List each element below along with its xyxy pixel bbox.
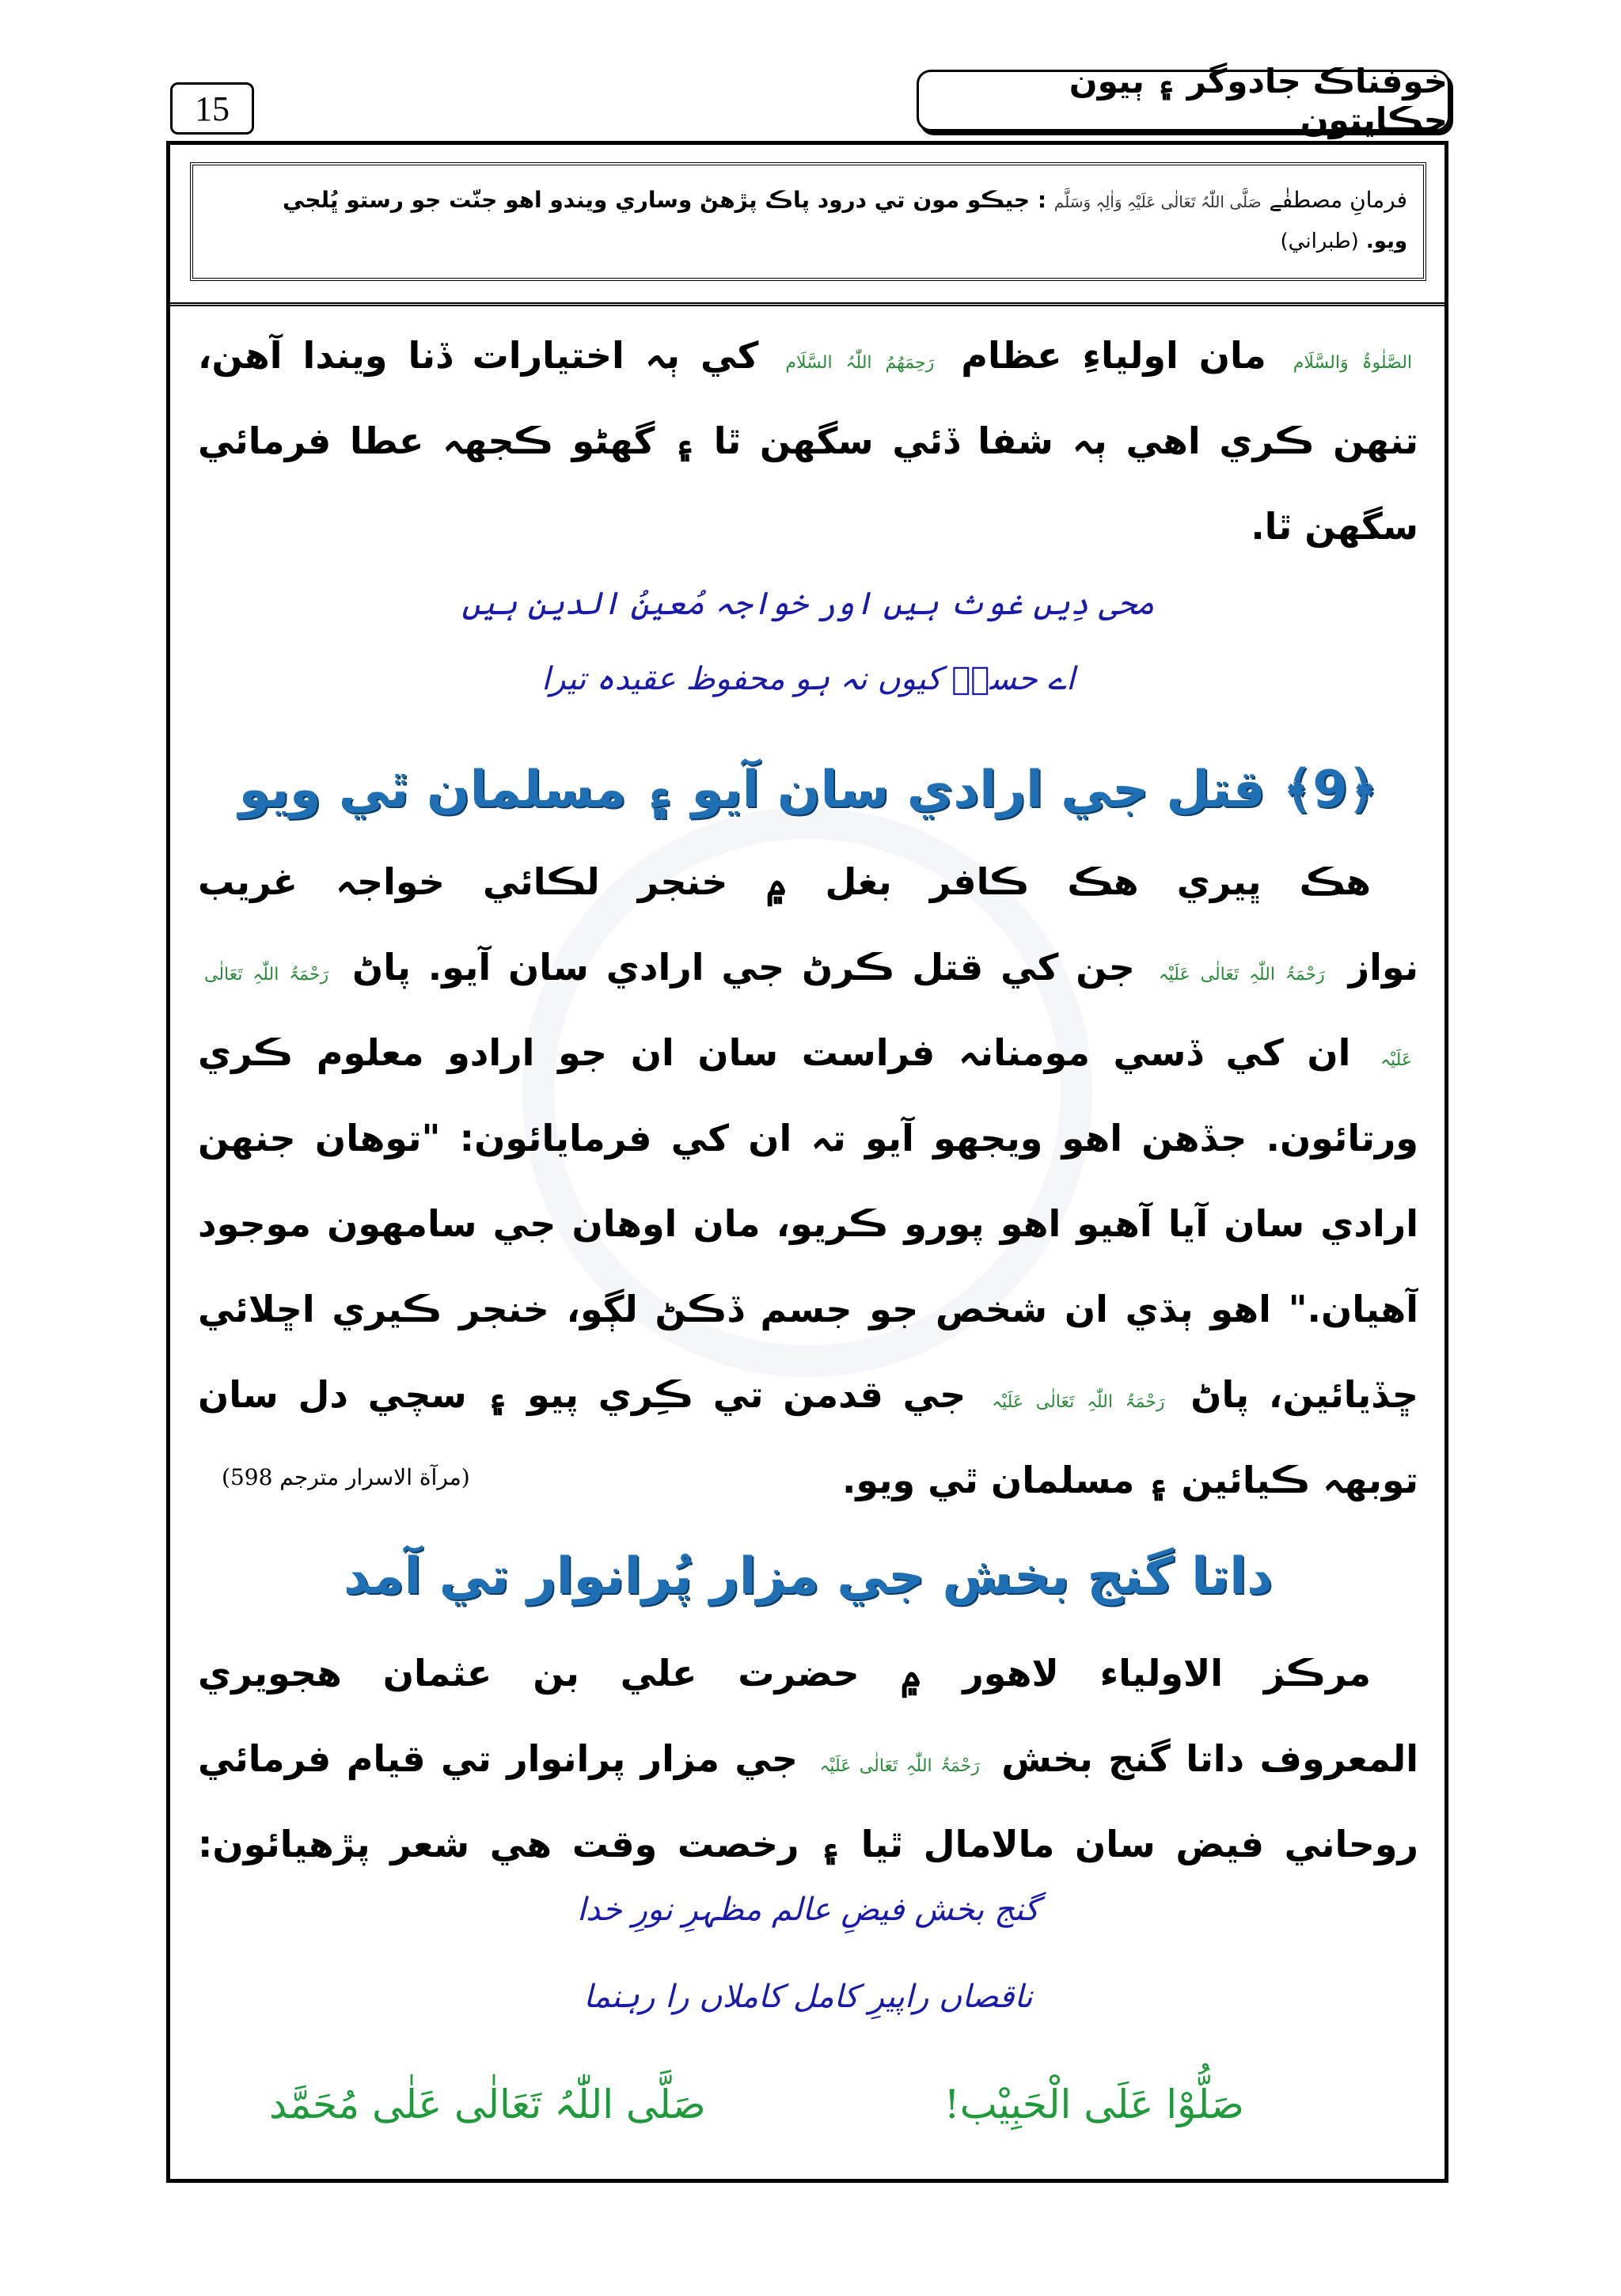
story-1-paragraph xyxy=(198,839,1418,1523)
story-text: ان کي ڏسي مومنانہ فراست سان ان جو ارادو معلوم ڪري xyxy=(198,1031,1351,1074)
honorific: رَحْمَۃُ اللّٰہِ تَعَالٰی عَلَیْہ xyxy=(819,1756,980,1776)
story-1-line: ارادي سان آيا آهيو اهو پورو ڪريو، مان اوهان جي سامهون موجود xyxy=(198,1202,1418,1245)
page-number xyxy=(170,82,254,135)
intro-text: کي ٻہ اختيارات ڏنا ويندا آهن، xyxy=(198,334,759,377)
hadith-lead: فرمانِ مصطفٰے xyxy=(1269,187,1407,213)
intro-text: مان اولياءِ عظام xyxy=(961,334,1266,377)
hadith-text-2: ويو. xyxy=(1365,230,1407,253)
poem-1-line-2: اے حسنؔ کیوں نہ ہو محفوظ عقیدہ تیرا xyxy=(541,661,1075,697)
story-text: ڇڏيائين، پاڻ xyxy=(1190,1373,1418,1416)
story-1-line: ورتائون. جڏهن اهو ويجهو آيو تہ ان کي فرمايائون: "توهان جنهن xyxy=(198,1117,1418,1159)
intro-line-2: تنهن ڪري اهي ٻہ شفا ڏئي سگهن ٿا ۽ گهڻو ڪجهہ عطا فرمائي xyxy=(198,419,1418,462)
honorific: رَحْمَۃُ اللّٰہِ تَعَالٰی عَلَیْہ xyxy=(992,1392,1165,1412)
story-2-line: مرڪز الاولياء لاهور ۾ حضرت علي بن عثمان هجويري xyxy=(198,1652,1371,1694)
story-text: جي مزار پرانوار تي قيام فرمائي xyxy=(198,1737,799,1780)
poem-2-line-2: ناقصاں راپیرِ کامل کاملاں را رہنما xyxy=(583,1979,1033,2015)
story-2-line xyxy=(198,1716,1418,1801)
hadith-source: (طبراني) xyxy=(1280,230,1359,253)
story-text: جي قدمن تي ڪِري پيو ۽ سچي دل سان xyxy=(198,1373,966,1416)
intro-paragraph xyxy=(198,313,1418,569)
story-text: نواز xyxy=(1348,946,1418,989)
section-heading-2: داتا گنج بخش جي مزار پُرانوار تي آمد xyxy=(343,1547,1274,1606)
story-text: جن کي قتل ڪرڻ جي ارادي سان آيو. پاڻ xyxy=(352,946,1135,989)
story-1-line xyxy=(198,1010,1418,1095)
section-heading-1 xyxy=(198,760,1418,819)
story-text: المعروف داتا گنج بخش xyxy=(1001,1737,1418,1780)
honorific: رَحْمَۃُ اللّٰہِ تَعَالٰی xyxy=(204,965,329,985)
honorific: عَلَیْہ xyxy=(1380,1050,1413,1070)
intro-line-3: سگهن ٿا. xyxy=(1251,505,1418,548)
hadith-salawat: صَلَّی اللّٰہُ تَعَالٰی عَلَیْہِ وَاٰلِہٖ وَسَلَّم xyxy=(1053,192,1262,211)
salawat-footer xyxy=(198,2082,1418,2153)
intro-line-1 xyxy=(198,313,1418,398)
heading-number: ﴿9﴾ xyxy=(1282,761,1378,819)
story-1-line: توبهہ ڪيائين ۽ مسلمان ٿي ويو. xyxy=(841,1459,1418,1501)
story-1-line: آهيان." اهو ٻڌي ان شخص جو جسم ڏڪڻ لڳو، خنجر ڪيري اڇلائي xyxy=(198,1288,1418,1330)
book-title-text: خوفناڪ جادوگر ۽ ٻيون حڪايتون xyxy=(1069,62,1448,139)
hadith-text: : جيڪو مون تي درود پاڪ پڙهڻ وساري ويندو اهو جنّت جو رستو ڀُلجي xyxy=(283,187,1047,213)
book-title xyxy=(917,62,1450,139)
honorific: رَحِمَهُمُ اللّٰہُ السَّلَام xyxy=(785,353,935,373)
sallallahu-ala-muhammad: صَلَّی اللّٰہُ تَعَالٰی عَلٰی مُحَمَّد xyxy=(269,2082,706,2127)
hadith-box xyxy=(190,162,1426,281)
story-1-line xyxy=(198,1352,1418,1437)
page-number-text: 15 xyxy=(195,89,230,128)
heading-title: قتل جي ارادي سان آيو ۽ مسلمان ٿي ويو xyxy=(238,761,1266,819)
citation: (مرآة الاسرار مترجم 598) xyxy=(222,1464,470,1490)
poem-1-line-1: محی دِیں غوث ہیں اور خواجہ مُعینُ الدین ہیں xyxy=(461,586,1155,622)
poem-2-line-1: گنج بخش فیضِ عالم مظہرِ نورِ خدا xyxy=(577,1892,1039,1928)
hadith-line-1 xyxy=(209,180,1407,222)
story-1-line xyxy=(198,924,1418,1010)
hadith-line-2 xyxy=(209,222,1407,260)
story-2-line: روحاني فيض سان مالامال ٿيا ۽ رخصت وقت هي شعر پڙهيائون: xyxy=(198,1823,1418,1865)
story-2-paragraph xyxy=(198,1630,1418,1887)
header-divider xyxy=(166,302,1448,306)
honorific: الصَّلٰوۃُ وَالسَّلَام xyxy=(1293,353,1413,373)
honorific: رَحْمَۃُ اللّٰہِ تَعَالٰی عَلَیْہ xyxy=(1158,965,1325,985)
story-1-line: هڪ ڀيري هڪ ڪافر بغل ۾ خنجر لڪائي خواجہ غريب xyxy=(198,860,1371,903)
sallu-alal-habib: صَلُّوْا عَلَی الْحَبِیْب! xyxy=(943,2082,1244,2127)
